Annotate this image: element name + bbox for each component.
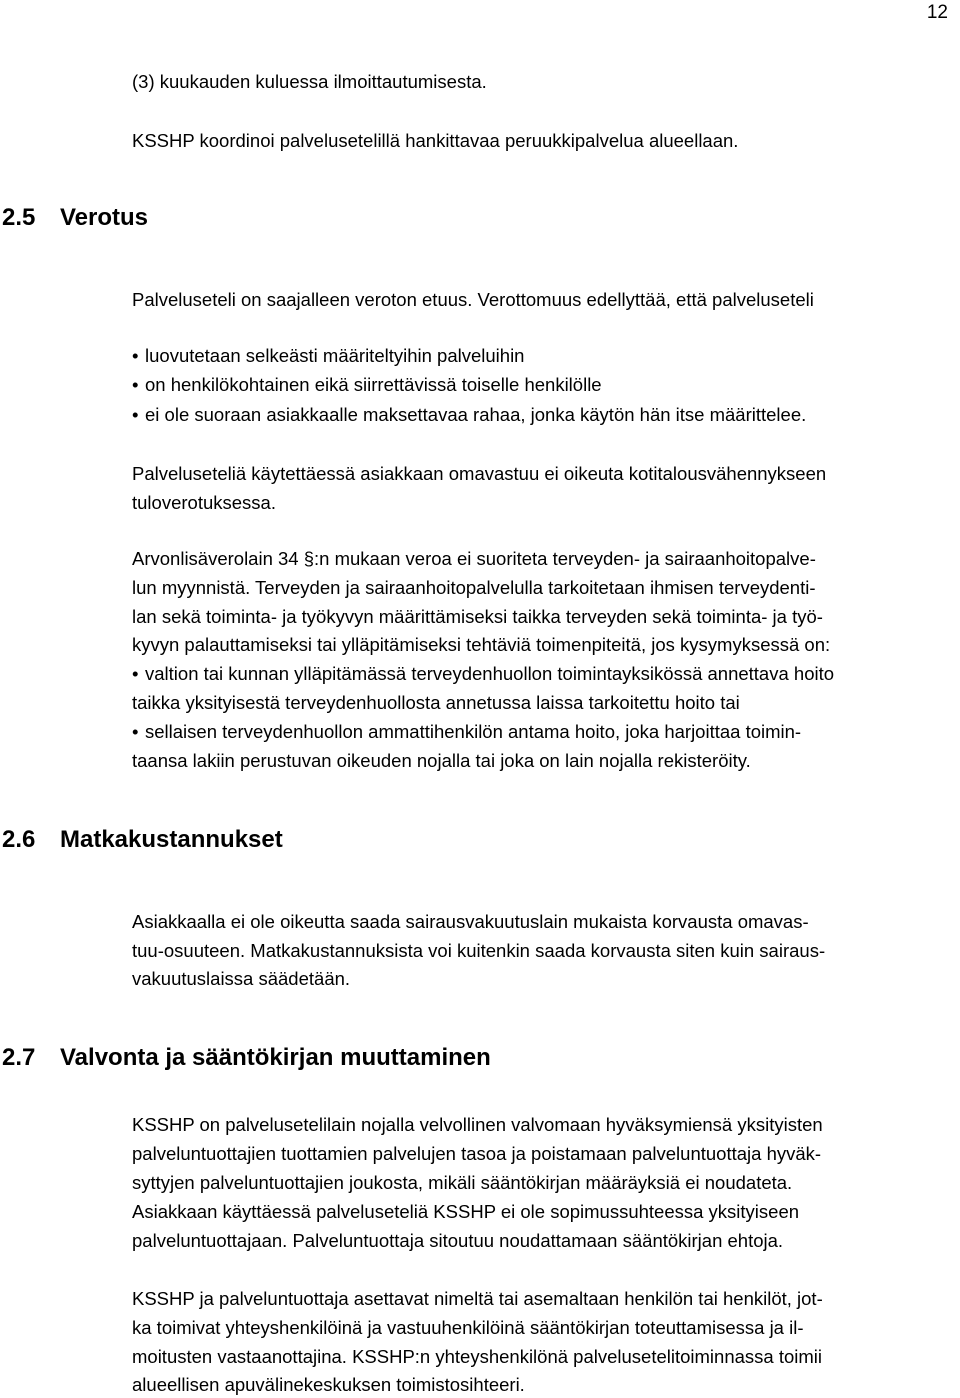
section-number: 2.6 — [2, 826, 36, 853]
text-line: lun myynnistä. Terveyden ja sairaanhoitopalvelulla tarkoitetaan ihmisen terveydenti- — [132, 577, 816, 598]
section-title: Verotus — [60, 204, 149, 231]
text-line: tuu-osuuteen. Matkakustannuksista voi kuitenkin saada korvausta siten kuin sairaus- — [132, 940, 826, 961]
text-line: taansa lakiin perustuvan oikeuden nojalla tai joka on lain nojalla rekisteröity. — [132, 750, 751, 771]
section-heading-2-7 — [0, 1043, 491, 1073]
text-line: Palveluseteliä käytettäessä asiakkaan omavastuu ei oikeuta kotitalousvähennykseen — [132, 463, 827, 484]
text-line: tuloverotuksessa. — [132, 492, 276, 513]
bullet-item: • on henkilökohtainen eikä siirrettävissä toiselle henkilölle — [132, 372, 602, 398]
text-line: alueellisen apuvälinekeskuksen toimistosihteeri. — [132, 1374, 525, 1395]
text-line: kyvyn palauttamiseksi tai ylläpitämiseksi tehtäviä toimenpiteitä, jos kysymyksessä on: — [132, 634, 831, 655]
bullet-icon: • — [132, 345, 139, 366]
section-title: Valvonta ja sääntökirjan muuttaminen — [60, 1044, 491, 1071]
section-title: Matkakustannukset — [60, 826, 283, 853]
text-line: palveluntuottajien tuottamien palvelujen tasoa ja poistamaan palveluntuottaja hyväk- — [132, 1143, 822, 1164]
text-line: (3) kuukauden kuluessa ilmoittautumisesta. — [132, 71, 487, 92]
text-line: taikka yksityisestä terveydenhuollosta annetussa laissa tarkoitettu hoito tai — [132, 692, 740, 713]
section-number: 2.5 — [2, 204, 36, 231]
bullet-item: • valtion tai kunnan ylläpitämässä terveydenhuollon toimintayksikössä annettava hoito — [132, 661, 834, 687]
text-line: palveluntuottajaan. Palveluntuottaja sitoutuu noudattamaan sääntökirjan ehtoja. — [132, 1230, 784, 1251]
section-heading-2-6 — [0, 825, 283, 855]
text-line: syttyjen palveluntuottajien joukosta, mikäli sääntökirjan määräyksiä ei noudateta. — [132, 1172, 793, 1193]
text-line: vakuutuslaissa säädetään. — [132, 968, 351, 989]
text-line: lan sekä toiminta- ja työkyvyn määrittämiseksi taikka terveyden sekä toiminta- ja työ- — [132, 606, 823, 627]
section-heading-2-5 — [0, 203, 148, 233]
bullet-item: • luovutetaan selkeästi määriteltyihin palveluihin — [132, 343, 524, 369]
section-number: 2.7 — [2, 1044, 36, 1071]
bullet-icon: • — [132, 374, 139, 395]
text-line: Asiakkaalla ei ole oikeutta saada sairausvakuutuslain mukaista korvausta omavas- — [132, 911, 809, 932]
page-number: 12 — [926, 2, 948, 23]
text-line: KSSHP on palvelusetelilain nojalla velvollinen valvomaan hyväksymiensä yksityisten — [132, 1114, 823, 1135]
text-line: KSSHP ja palveluntuottaja asettavat nimeltä tai asemaltaan henkilön tai henkilöt, jot- — [132, 1288, 823, 1309]
text-line: Arvonlisäverolain 34 §:n mukaan veroa ei suoriteta terveyden- ja sairaanhoitopalve- — [132, 548, 816, 569]
text-line: ka toimivat yhteyshenkilöinä ja vastuuhenkilöinä sääntökirjan toteuttamisessa ja il- — [132, 1317, 804, 1338]
bullet-icon: • — [132, 721, 139, 742]
bullet-item: • ei ole suoraan asiakkaalle maksettavaa rahaa, jonka käytön hän itse määrittelee. — [132, 402, 806, 428]
text-line: Palveluseteli on saajalleen veroton etuus. Verottomuus edellyttää, että palveluseteli — [132, 289, 814, 310]
text-line: Asiakkaan käyttäessä palveluseteliä KSSHP ei ole sopimussuhteessa yksityiseen — [132, 1201, 800, 1222]
bullet-item: • sellaisen terveydenhuollon ammattihenkilön antama hoito, joka harjoittaa toimin- — [132, 719, 801, 745]
bullet-icon: • — [132, 663, 139, 684]
text-line: moitusten vastaanottajina. KSSHP:n yhteyshenkilönä palvelusetelitoiminnassa toimii — [132, 1346, 823, 1367]
bullet-icon: • — [132, 404, 139, 425]
text-line: KSSHP koordinoi palvelusetelillä hankittavaa peruukkipalvelua alueellaan. — [132, 130, 739, 151]
